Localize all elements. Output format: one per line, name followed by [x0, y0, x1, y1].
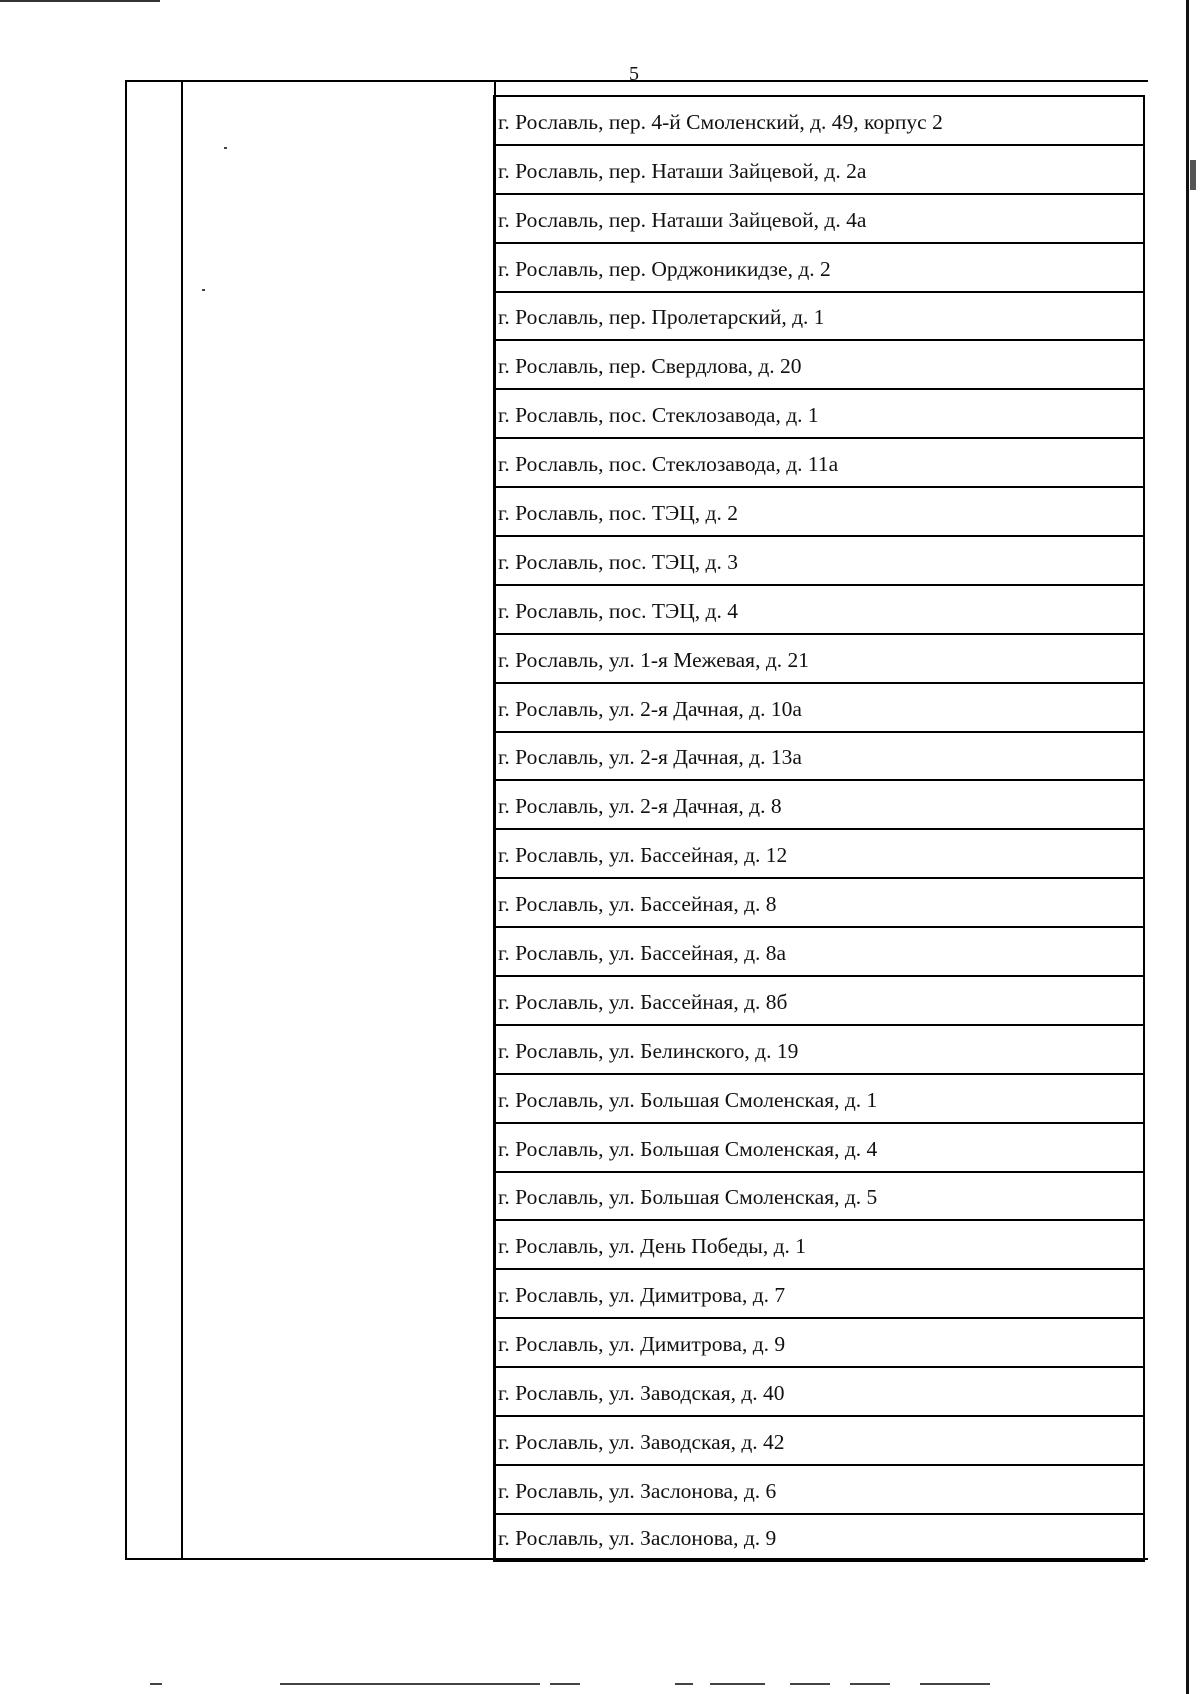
table-row: [493, 1171, 1145, 1220]
scan-bottom-marks: [150, 1683, 1000, 1687]
address-cell: г. Рославль, пер. Пролетарский, д. 1: [498, 305, 825, 330]
address-cell: г. Рославль, ул. Заводская, д. 42: [498, 1429, 785, 1454]
address-cell: г. Рославль, ул. Заслонова, д. 9: [498, 1525, 777, 1550]
column-divider-1: [181, 82, 183, 1558]
table-row: [493, 388, 1145, 437]
scan-speck: [224, 147, 227, 149]
scan-bottom-mark: [710, 1683, 765, 1685]
table-row: [493, 95, 1145, 144]
address-cell: г. Рославль, ул. 1-я Межевая, д. 21: [498, 647, 810, 672]
table-row: [493, 1268, 1145, 1317]
address-cell: г. Рославль, ул. Бассейная, д. 8а: [498, 941, 787, 966]
table-row: [493, 1366, 1145, 1415]
address-cell: г. Рославль, ул. День Победы, д. 1: [498, 1234, 807, 1259]
table-row: [493, 682, 1145, 731]
table-row: [493, 242, 1145, 291]
table-row: [493, 535, 1145, 584]
scan-right-edge: [1186, 0, 1189, 1694]
table-row: [493, 1513, 1145, 1562]
table-row: [493, 193, 1145, 242]
scan-bottom-mark: [280, 1683, 540, 1685]
scan-bottom-mark: [675, 1683, 693, 1685]
address-cell: г. Рославль, ул. Белинского, д. 19: [498, 1038, 799, 1063]
scan-bottom-mark: [150, 1683, 162, 1685]
address-list: [493, 95, 1145, 1562]
table-row: [493, 437, 1145, 486]
address-cell: г. Рославль, пер. 4-й Смоленский, д. 49, корпус 2: [498, 109, 943, 134]
table-row: [493, 877, 1145, 926]
table-row: [493, 1464, 1145, 1513]
table-row: [493, 926, 1145, 975]
address-cell: г. Рославль, пер. Наташи Зайцевой, д. 4а: [498, 207, 867, 232]
address-cell: г. Рославль, ул. Заслонова, д. 6: [498, 1478, 777, 1503]
address-cell: г. Рославль, ул. Заводская, д. 40: [498, 1381, 785, 1406]
scan-right-tick: [1190, 160, 1196, 190]
address-cell: г. Рославль, ул. Димитрова, д. 9: [498, 1332, 786, 1357]
address-cell: г. Рославль, ул. Бассейная, д. 12: [498, 843, 788, 868]
table-row: [493, 291, 1145, 340]
scan-bottom-mark: [850, 1683, 890, 1685]
table-row: [493, 1219, 1145, 1268]
table-row: [493, 633, 1145, 682]
table-row: [493, 1024, 1145, 1073]
address-cell: г. Рославль, пос. ТЭЦ, д. 3: [498, 549, 738, 574]
address-cell: г. Рославль, пос. ТЭЦ, д. 4: [498, 598, 738, 623]
table-row: [493, 486, 1145, 535]
table-row: [493, 144, 1145, 193]
address-cell: г. Рославль, пос. ТЭЦ, д. 2: [498, 501, 738, 526]
scan-speck: [202, 289, 205, 291]
address-cell: г. Рославль, ул. Бассейная, д. 8б: [498, 989, 788, 1014]
page-number: 5: [629, 63, 639, 85]
table-row: [493, 1073, 1145, 1122]
scan-edge-mark: [0, 0, 160, 2]
table-row: [493, 779, 1145, 828]
address-cell: г. Рославль, пер. Свердлова, д. 20: [498, 354, 802, 379]
address-cell: г. Рославль, ул. Большая Смоленская, д. 5: [498, 1185, 878, 1210]
address-cell: г. Рославль, пер. Орджоникидзе, д. 2: [498, 256, 831, 281]
table-row: [493, 975, 1145, 1024]
address-cell: г. Рославль, ул. Большая Смоленская, д. 1: [498, 1087, 878, 1112]
scan-bottom-mark: [550, 1683, 580, 1685]
address-cell: г. Рославль, ул. 2-я Дачная, д. 10а: [498, 696, 802, 721]
table-row: [493, 1415, 1145, 1464]
table-row: [493, 1122, 1145, 1171]
address-cell: г. Рославль, ул. Бассейная, д. 8: [498, 892, 777, 917]
address-cell: г. Рославль, ул. Большая Смоленская, д. 4: [498, 1136, 878, 1161]
scan-bottom-mark: [790, 1683, 830, 1685]
address-cell: г. Рославль, ул. Димитрова, д. 7: [498, 1283, 786, 1308]
table-row: [493, 1317, 1145, 1366]
address-cell: г. Рославль, пос. Стеклозавода, д. 1: [498, 403, 819, 428]
address-cell: г. Рославль, пос. Стеклозавода, д. 11а: [498, 452, 839, 477]
address-cell: г. Рославль, ул. 2-я Дачная, д. 13а: [498, 745, 802, 770]
address-cell: г. Рославль, пер. Наташи Зайцевой, д. 2а: [498, 158, 867, 183]
table-row: [493, 584, 1145, 633]
address-cell: г. Рославль, ул. 2-я Дачная, д. 8: [498, 794, 782, 819]
table-row: [493, 339, 1145, 388]
scan-bottom-mark: [920, 1683, 990, 1685]
table-row: [493, 731, 1145, 780]
table-row: [493, 828, 1145, 877]
